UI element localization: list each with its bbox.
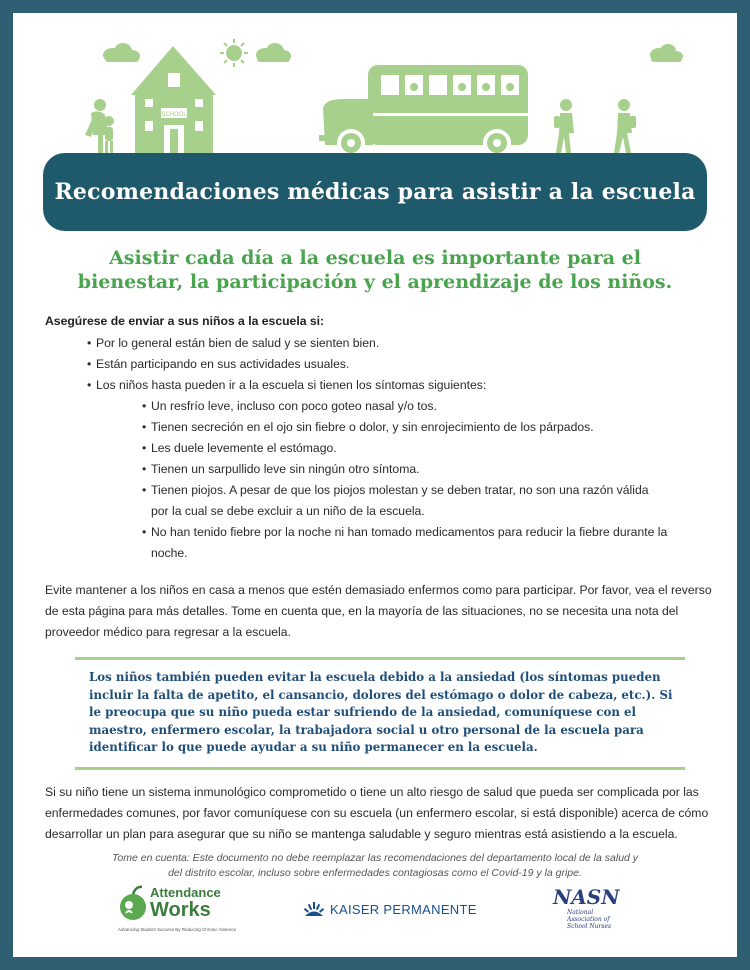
disclaimer-line-1: Tome en cuenta: Este documento no debe reemplazar las recomendaciones del departamento local de la salud y: [111, 852, 639, 864]
attendance-works-name-2: Works: [150, 899, 211, 921]
attendance-works-name-1: Attendance: [150, 885, 221, 900]
nasn-subtitle-line: Association of: [567, 916, 610, 923]
list-item: • Están participando en sus actividades usuales.: [87, 354, 715, 375]
title-banner: [43, 153, 707, 231]
kaiser-permanente-name: KAISER PERMANENTE: [330, 901, 477, 917]
checklist: [87, 333, 715, 564]
subheading-line-2: bienestar, la participación y el aprendizaje de los niños.: [77, 271, 673, 293]
cloud-icon: [256, 43, 291, 62]
disclaimer-line-2: del distrito escolar, incluso sobre enfermedades contagiosas como el Covid-19 y la gripe.: [168, 867, 582, 879]
paragraph-health-plan: Si su niño tiene un sistema inmunológico comprometido o tiene un alto riesgo de salud que pueda ser complicada por las enfermedades comunes, por favor comuníquese con su escuela (un enfermero escolar, si está disponible) acerca de cómo desarrollar un plan para asegurar que su niño se mantenga saludable y seguro mientras está asistiendo a la escuela.: [45, 784, 709, 841]
symptom-item: • Un resfrío leve, incluso con poco goteo nasal y/o tos.: [142, 396, 715, 417]
nasn-wordmark: NASN: [553, 885, 620, 909]
nasn-subtitle: [567, 909, 623, 930]
symptom-item: • Tienen piojos. A pesar de que los piojos molestan y se deben tratar, no son una razón válida por la cual se debe excluir a un niño de la escuela.: [142, 480, 662, 522]
parent-child-figures: [85, 99, 114, 153]
cloud-icon: [103, 43, 140, 62]
apple-icon: [118, 883, 148, 923]
checklist-lead: Asegúrese de enviar a sus niños a la escuela si:: [45, 314, 325, 328]
symptom-item: • No han tenido fiebre por la noche ni han tomado medicamentos para reducir la fiebre durante la noche.: [142, 522, 677, 564]
disclaimer-note: [73, 851, 677, 881]
list-item-text: Los niños hasta pueden ir a la escuela si tienen los síntomas siguientes:: [96, 378, 487, 392]
list-item: [87, 375, 715, 564]
symptom-item: • Tienen un sarpullido leve sin ningún otro síntoma.: [142, 459, 715, 480]
subheading: [33, 246, 717, 294]
symptom-item: • Les duele levemente el estómago.: [142, 438, 715, 459]
school-scene-illustration: [13, 13, 737, 163]
walking-student-figure: [614, 99, 636, 153]
kaiser-permanente-logo: [303, 901, 477, 917]
nasn-subtitle-line: School Nurses: [567, 923, 612, 930]
nasn-logo: [553, 885, 623, 939]
flyer-page: [13, 13, 737, 957]
main-content: [45, 311, 715, 845]
symptom-list: [142, 396, 715, 564]
school-sign: SCHOOL: [161, 112, 187, 118]
subheading-line-1: Asistir cada día a la escuela es importante para el: [109, 247, 641, 269]
list-item: • Por lo general están bien de salud y se sienten bien.: [87, 333, 715, 354]
kaiser-sunburst-icon: [303, 901, 325, 917]
school-bus-illustration: [319, 65, 528, 157]
sun-icon: [220, 39, 248, 67]
symptom-item: • Tienen secreción en el ojo sin fiebre o dolor, y sin enrojecimiento de los párpados.: [142, 417, 715, 438]
walking-student-figure: [554, 99, 574, 153]
anxiety-callout: Los niños también pueden evitar la escuela debido a la ansiedad (los síntomas pueden incluir la falta de apetito, el cansancio, dolores del estómago o dolor de cabeza, etc.). Si le preocupa que su niño pueda estar sufriendo de la ansiedad, comuníquese con el maestro, enfermero escolar, la trabajadora social u otro personal de la escuela para identificar lo que puede ayudar a su niño permanecer en la escuela.: [75, 657, 685, 770]
nasn-subtitle-line: National: [567, 909, 594, 916]
school-building-illustration: [125, 46, 225, 157]
partner-logos: [13, 881, 737, 941]
paragraph-stay-home: Evite mantener a los niños en casa a menos que estén demasiado enfermos como para participar. Por favor, vea el reverso de esta página para más detalles. Tome en cuenta que, en la mayoría de las situaciones, no se necesita una nota del proveedor médico para regresar a la escuela.: [45, 583, 712, 639]
attendance-works-logo: [118, 883, 238, 937]
cloud-icon: [650, 44, 683, 62]
attendance-works-tagline: Advancing Student Success By Reducing Chronic Absence: [118, 927, 237, 932]
page-title: Recomendaciones médicas para asistir a la escuela: [54, 179, 696, 205]
